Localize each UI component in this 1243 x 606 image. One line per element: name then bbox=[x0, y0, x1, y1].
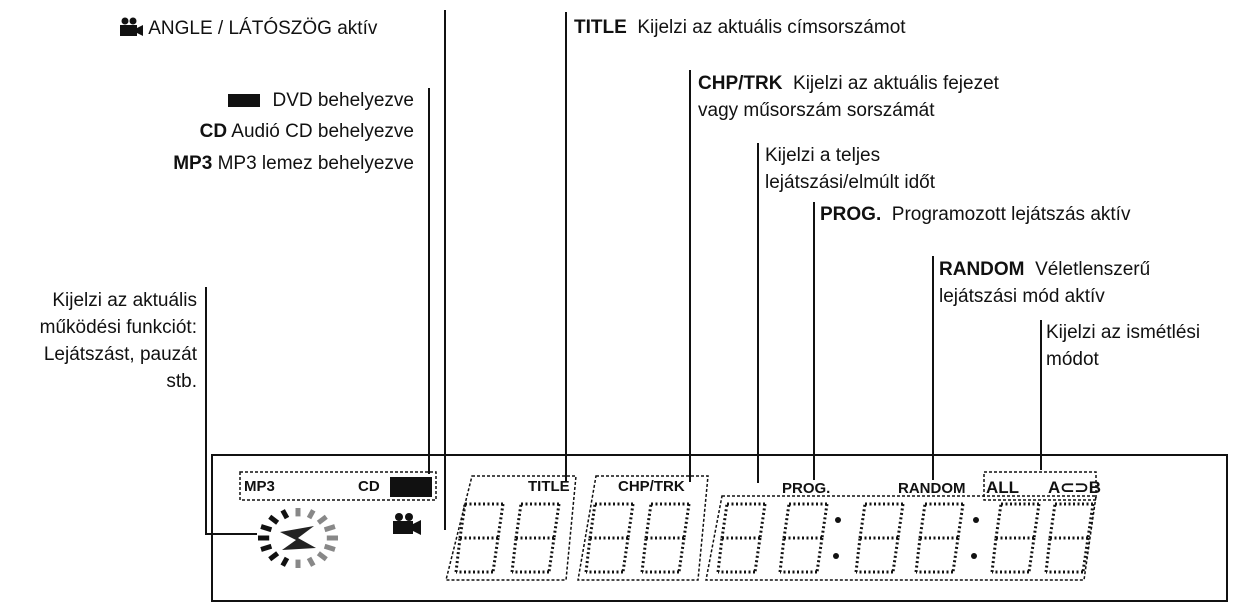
dvd-label: DVD behelyezve bbox=[150, 87, 414, 114]
digit-segment bbox=[549, 538, 554, 572]
digit-segment bbox=[920, 504, 925, 538]
prog-label: PROG. Programozott lejátszás aktív bbox=[820, 204, 1131, 225]
digit-segment bbox=[1046, 538, 1050, 572]
disc-spin-icon bbox=[258, 508, 338, 568]
angle-label: ANGLE / LÁTÓSZÖG aktív bbox=[118, 14, 377, 42]
digit-segment bbox=[623, 538, 628, 572]
spinner-segment bbox=[283, 510, 287, 518]
title-label: TITLE Kijelzi az aktuális címsorszámot bbox=[574, 17, 906, 38]
display-ab: A⊂⊃B bbox=[1048, 478, 1102, 497]
colon-dot bbox=[835, 517, 841, 523]
digit-segment bbox=[642, 538, 646, 572]
digit-segment bbox=[1050, 504, 1055, 538]
digit-segment bbox=[784, 504, 789, 538]
chp-label: CHP/TRK Kijelzi az aktuális fejezet vagy műsorszám sorszámát bbox=[698, 73, 999, 121]
function-label: Kijelzi az aktuális működési funkciót: Lejátszást, pauzát stb. bbox=[39, 290, 197, 392]
dvd-indicator-icon bbox=[390, 477, 432, 497]
mp3-label: MP3 MP3 lemez behelyezve bbox=[173, 153, 414, 174]
spinner-segment bbox=[261, 527, 271, 530]
cd-label: CD Audió CD behelyezve bbox=[199, 121, 414, 142]
digit-segment bbox=[456, 538, 460, 572]
display-title: TITLE bbox=[528, 478, 570, 495]
digit-segment bbox=[646, 504, 651, 538]
display-chp: CHP/TRK bbox=[618, 478, 685, 495]
display-all: ALL bbox=[986, 478, 1020, 497]
random-label: RANDOM Véletlenszerű lejátszási mód aktív bbox=[939, 259, 1151, 307]
spinner-segment bbox=[325, 527, 335, 530]
digit-segment bbox=[860, 504, 865, 538]
colon-dot bbox=[971, 553, 977, 559]
digit-segment bbox=[718, 538, 722, 572]
repeat-label: Kijelzi az ismétlési módot bbox=[1046, 322, 1201, 370]
digit-segment bbox=[1034, 504, 1039, 538]
digit-segment bbox=[893, 538, 898, 572]
digit-segment bbox=[992, 538, 996, 572]
spinner-segment bbox=[318, 553, 326, 559]
digit-segment bbox=[498, 504, 503, 538]
digit-segment bbox=[586, 538, 590, 572]
spinner-segment bbox=[270, 517, 278, 523]
digit-segment bbox=[953, 538, 958, 572]
spinner-segment bbox=[270, 553, 278, 559]
spinner-segment bbox=[309, 558, 313, 566]
spinner-segment bbox=[325, 546, 335, 549]
time-label: Kijelzi a teljes lejátszási/elmúlt időt bbox=[765, 145, 936, 193]
colon-dot bbox=[973, 517, 979, 523]
digit-segment bbox=[590, 504, 595, 538]
camera-indicator-icon bbox=[393, 513, 421, 535]
digit-segment bbox=[554, 504, 559, 538]
digit-segment bbox=[817, 538, 822, 572]
digit-segment bbox=[755, 538, 760, 572]
spinner-segment bbox=[283, 558, 287, 566]
digit-segment bbox=[822, 504, 827, 538]
digit-segment bbox=[684, 504, 689, 538]
display-prog: PROG. bbox=[782, 480, 831, 497]
digit-segment bbox=[996, 504, 1001, 538]
digit-segment bbox=[760, 504, 765, 538]
digit-segment bbox=[780, 538, 784, 572]
spinner-center bbox=[280, 526, 316, 550]
display-random: RANDOM bbox=[898, 480, 966, 497]
digit-segment bbox=[958, 504, 963, 538]
spinner-segment bbox=[318, 517, 326, 523]
digit-segment bbox=[512, 538, 516, 572]
digit-segment bbox=[722, 504, 727, 538]
display-mp3: MP3 bbox=[244, 478, 275, 495]
display-cd: CD bbox=[358, 478, 380, 495]
digit-segment bbox=[493, 538, 498, 572]
spinner-segment bbox=[261, 546, 271, 549]
segment-digits bbox=[456, 504, 1093, 572]
digit-segment bbox=[856, 538, 860, 572]
colon-dot bbox=[833, 553, 839, 559]
digit-segment bbox=[516, 504, 521, 538]
digit-segment bbox=[898, 504, 903, 538]
digit-segment bbox=[628, 504, 633, 538]
digit-segment bbox=[916, 538, 920, 572]
digit-segment bbox=[679, 538, 684, 572]
digit-segment bbox=[1029, 538, 1034, 572]
spinner-segment bbox=[309, 510, 313, 518]
